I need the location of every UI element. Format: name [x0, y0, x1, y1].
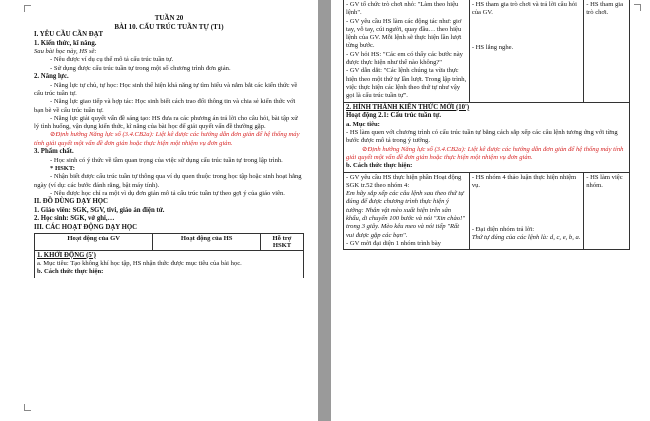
section-heading: I. YÊU CẦU CẦN ĐẠT: [34, 31, 104, 38]
hskt-label: * HSKT:: [50, 164, 75, 172]
left-page: [0, 0, 318, 421]
paragraph: - HS lắng nghe.: [471, 43, 514, 51]
paragraph: a. Mục tiêu: Tạo không khí học tập, HS nhận thức được mục tiêu của bài học.: [37, 260, 242, 268]
margin-mark: [24, 5, 31, 12]
paragraph: - Đại diện nhóm trả lời:: [471, 226, 535, 234]
paragraph: - GV dẫn dắt: "Các lệnh chúng ta vừa thực hiện theo một thứ tự lần lượt. Trong lập trình, việc thực hiện các lệnh theo thứ tự như vậy gọi là cấu trúc tuần tự".: [346, 67, 467, 100]
paragraph: - Nêu được học chỉ ra một vì dụ đơn giản mô tả cấu trúc tuần tự theo gợi ý của giáo viên.: [50, 189, 285, 197]
margin-mark: [24, 404, 31, 411]
lesson-title: BÀI 10. CẤU TRÚC TUẦN TỰ (T1): [114, 22, 224, 31]
column-header: Hoạt động của GV: [35, 233, 153, 250]
paragraph: Em hãy sắp xếp các câu lệnh sau theo thứ tự đúng để được chương trình thực hiện ý tưởng: Nhân vật mèo xuất hiện trên sân khấu, di chuyển 100 bước và nói "Xin chào!" trong 3 giây. Mèo kêu meo và nói tiếp "Rất vui được gặp các bạn".: [346, 190, 466, 239]
paragraph: a. Mục tiêu:: [346, 120, 380, 128]
digital-competency-note: ⊘Định hướng Năng lực số (3.4.CB2a): Liệt kê được các hướng dẫn đơn giản để hệ thống máy tính giải quyết một vấn đề đơn giản hoặc thực hiện một nhiệm vụ đơn giản.: [346, 145, 624, 161]
paragraph: - Sử dụng được cấu trúc tuần tự trong một số chương trình đơn giản.: [50, 64, 231, 72]
section-heading: II. ĐỒ DÙNG DẠY HỌC: [34, 198, 108, 206]
subsection-heading: 2. Năng lực.: [34, 73, 69, 81]
paragraph: - Năng lực tự chủ, tự học: Học sinh thể hiện khả năng tự tìm hiểu và nắm bắt các kiến thức về cấu trúc tuần tự.: [34, 81, 298, 97]
activity-heading: Hoạt động 2.1: Cấu trúc tuần tự.: [346, 112, 442, 120]
subsection-heading: 1. Kiến thức, kĩ năng.: [34, 39, 97, 47]
paragraph: - HS tham gia trò chơi và trả lời câu hỏi của GV.: [471, 1, 577, 17]
paragraph: b. Cách thức thực hiện:: [37, 268, 104, 276]
subsection-heading: 2. Học sinh: SGK, vở ghi,…: [34, 215, 115, 223]
column-header: Hoạt động của HS: [153, 233, 261, 250]
column-header: Hỗ trợ HSKT: [260, 233, 303, 250]
phase-heading: 2. HÌNH THÀNH KIẾN THỨC MỚI (10'): [346, 103, 470, 111]
phase-heading: 1. KHỞI ĐỘNG (5'): [37, 251, 96, 259]
paragraph: - GV hỏi HS: "Các em có thấy các bước này được thực hiện như thế nào không?": [346, 50, 463, 67]
paragraph: - HS tham gia trò chơi.: [586, 1, 624, 17]
paragraph: - HS làm quen với chương trình có cấu trúc tuần tự bằng cách sắp xếp các câu lệnh tương ứng với từng bước được mô tả trong ý tưởng.: [346, 129, 618, 145]
paragraph: - GV yêu cầu HS thực hiện phần Hoạt động SGK tr.52 theo nhóm 4:: [346, 173, 462, 189]
margin-mark: [634, 4, 641, 11]
paragraph: - GV yêu cầu HS làm các động tác như: giơ tay, vỗ tay, cúi người, quay đầu… theo hiệu lệnh của GV. Mỗi lệnh sẽ thực hiện lần lượt từng bước.: [346, 17, 462, 50]
paragraph: - Nhận biết được cấu trúc tuần tự thông qua ví dụ quen thuộc trong học tập hoặc sinh hoạt hằng ngày (ví dụ: các bước đánh răng, bật máy tính).: [34, 173, 302, 189]
paragraph: b. Cách thức thực hiện:: [346, 162, 413, 170]
paragraph: - GV tổ chức trò chơi nhỏ: "Làm theo hiệu lệnh".: [346, 1, 459, 17]
paragraph: - Năng lực giải quyết vấn đề sáng tạo: HS đưa ra các phương án trả lời cho câu hỏi, bài tập xử lý tình huống, vận dụng kiến thức, kĩ năng của bài học để giải quyết vấn đề thường gặp.: [34, 114, 298, 131]
subsection-heading: 1. Giáo viên: SGK, SGV, tivi, giáo án điện tử.: [34, 206, 165, 214]
paragraph: - GV mời đại diện 1 nhóm trình bày: [346, 239, 441, 247]
week-title: TUẦN 20: [154, 14, 184, 22]
paragraph: - HS nhóm 4 thảo luận thực hiện nhiệm vụ.: [471, 173, 577, 189]
subsection-heading: 3. Phẩm chất.: [34, 148, 74, 156]
section-heading: III. CÁC HOẠT ĐỘNG DẠY HỌC: [34, 223, 138, 231]
paragraph: - HS làm việc nhóm.: [586, 173, 623, 189]
activities-table: [34, 233, 304, 278]
paragraph: Sau bài học này, HS sẽ:: [34, 48, 97, 56]
paragraph: - Học sinh có ý thức về tầm quan trọng của việc sử dụng cấu trúc tuần tự trong lập trình.: [50, 156, 283, 164]
paragraph: - Nêu được ví dụ cụ thể mô tả cấu trúc tuần tự.: [50, 56, 174, 64]
digital-competency-note: ⊘Định hướng Năng lực số (3.4.CB2a): Liệt kê được các hướng dẫn đơn giản để hệ thống máy tính giải quyết một vấn đề đơn giản hoặc thực hiện một nhiệm vụ đơn giản.: [34, 131, 300, 147]
activities-table-continued: [343, 0, 630, 250]
right-page: [331, 0, 650, 421]
paragraph: Thứ tự đúng của các lệnh là: d, c, e, b, a.: [471, 234, 581, 242]
paragraph: - Năng lực giao tiếp và hợp tác: Học sinh biết cách trao đổi thông tin và chia sẻ kiến thức với bạn bè về cấu trúc tuần tự.: [34, 98, 296, 114]
